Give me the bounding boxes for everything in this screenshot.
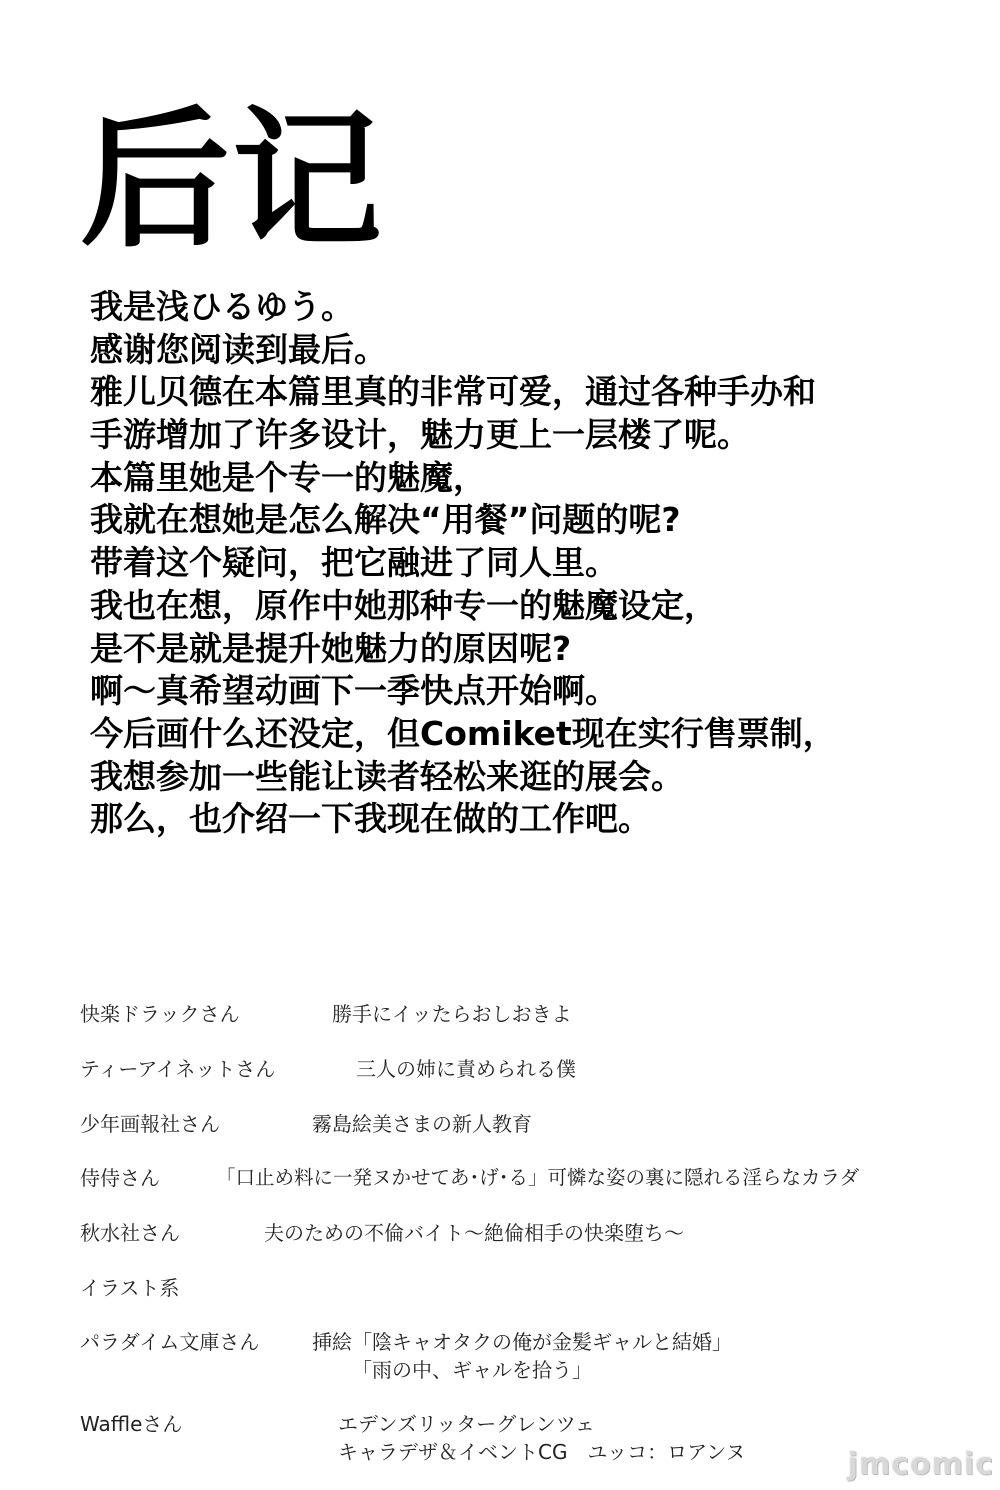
paragraph-line: 本篇里她是个专一的魅魔， — [90, 457, 486, 497]
work-title: 挿絵「陰キャオタクの俺が金髪ギャルと結婚」 — [312, 1330, 732, 1354]
paragraph-line: 我也在想，原作中她那种专一的魅魔设定， — [90, 585, 717, 625]
work-publisher: パラダイム文庫さん — [80, 1330, 260, 1354]
paragraph-line: 是不是就是提升她魅力的原因呢? — [90, 628, 572, 668]
paragraph-line: 啊～真希望动画下一季快点开始啊。 — [90, 671, 618, 711]
paragraph-line: 我就在想她是怎么解决“用餐”问题的呢? — [90, 500, 681, 540]
work-title: エデンズリッターグレンツェ — [338, 1412, 595, 1436]
paragraph-line: 雅儿贝德在本篇里真的非常可爱，通过各种手办和 — [90, 372, 816, 412]
work-publisher: 侍侍さん — [80, 1166, 160, 1190]
paragraph-line: 那么，也介绍一下我现在做的工作吧。 — [90, 799, 651, 839]
work-title-line2: 「雨の中、ギャルを拾う」 — [352, 1358, 592, 1382]
work-title: 三人の姉に責められる僕 — [356, 1057, 576, 1081]
work-title: 勝手にイッたらおしおきよ — [332, 1002, 572, 1026]
work-publisher: 快楽ドラックさん — [80, 1002, 240, 1026]
afterword-paragraph — [90, 286, 970, 841]
work-publisher: 秋水社さん — [80, 1221, 180, 1245]
work-publisher: Waffleさん — [80, 1412, 183, 1436]
paragraph-line: 今后画什么还没定，但Comiket现在实行售票制， — [90, 713, 836, 753]
paragraph-line: 我想参加一些能让读者轻松来逛的展会。 — [90, 756, 684, 796]
paragraph-line: 手游增加了许多设计，魅力更上一层楼了呢。 — [90, 415, 750, 455]
work-publisher: 少年画報社さん — [80, 1112, 220, 1136]
work-publisher: ティーアイネットさん — [80, 1057, 276, 1081]
work-title-line2: キャラデザ＆イベントCG ユッコ：ロアンヌ — [338, 1440, 746, 1464]
paragraph-line: 带着这个疑问，把它融进了同人里。 — [90, 543, 618, 583]
paragraph-line: 感谢您阅读到最后。 — [90, 329, 387, 369]
paragraph-line: 我是浅ひるゆう。 — [90, 287, 354, 326]
work-publisher: イラスト系 — [80, 1276, 180, 1300]
watermark-logo: jmcomic — [847, 1447, 994, 1482]
work-title: 「口止め料に一発ヌかせてあ･げ･る」可憐な姿の裏に隠れる淫らなカラダ — [216, 1166, 860, 1189]
work-title: 霧島絵美さまの新人教育 — [312, 1112, 532, 1136]
work-title: 夫のための不倫バイト～絶倫相手の快楽堕ち～ — [264, 1221, 684, 1245]
page-title: 后记 — [80, 92, 385, 268]
